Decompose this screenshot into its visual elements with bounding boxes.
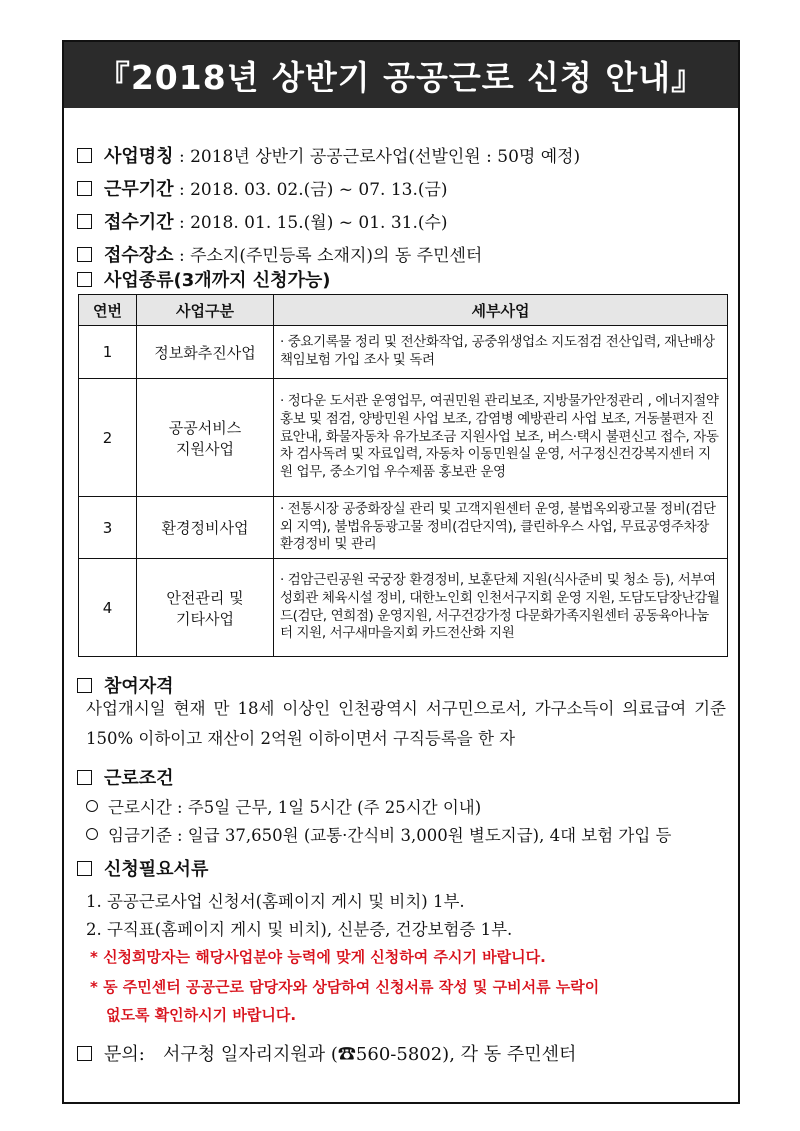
condition-item: 임금기준 : 일급 37,650원 (교통·간식비 3,000원 별도지급), 4대 보험 가입 등 <box>86 822 671 846</box>
info-business-name: 사업명칭 : 2018년 상반기 공공근로사업(선발인원 : 50명 예정) <box>77 142 580 168</box>
eligibility-text: 사업개시일 현재 만 18세 이상인 인천광역시 서구민으로서, 가구소득이 의료급여 기준 150% 이하이고 재산이 2억원 이하이면서 구직등록을 한 자 <box>86 699 726 748</box>
table-row <box>79 559 728 657</box>
checkbox-icon <box>77 1046 92 1061</box>
info-work-period: 근무기간 : 2018. 03. 02.(금) ~ 07. 13.(금) <box>77 175 448 201</box>
column-header: 사업구분 <box>137 295 274 326</box>
eligibility-heading: 참여자격 <box>77 672 174 698</box>
checkbox-icon <box>77 148 92 163</box>
conditions-heading: 근로조건 <box>77 764 174 790</box>
row-detail: · 검암근린공원 국궁장 환경정비, 보훈단체 지원(식사준비 및 청소 등), 서부여성회관 체육시설 정비, 대한노인회 인천서구지회 운영 지원, 도담도담장난감월드(검단, 연희점) 운영지원, 서구건강가정 다문화가족지원센터 공동육아나눔터 지원, 서구새마을지회 카드전산화 지원 <box>274 559 728 657</box>
condition-item: 근로시간 : 주5일 근무, 1일 5시간 (주 25시간 이내) <box>86 794 481 818</box>
row-category: 공공서비스 지원사업 <box>137 379 274 497</box>
circle-bullet-icon <box>86 800 98 812</box>
row-number: 3 <box>79 497 137 559</box>
table-row <box>79 379 728 497</box>
info-application-place: 접수장소 : 주소지(주민등록 소재지)의 동 주민센터 <box>77 241 482 267</box>
table-row <box>79 497 728 559</box>
checkbox-icon <box>77 247 92 262</box>
row-category: 안전관리 및 기타사업 <box>137 559 274 657</box>
note-line: * 신청희망자는 해당사업분야 능력에 맞게 신청하여 주시기 바랍니다. <box>90 948 546 966</box>
row-detail: · 정다운 도서관 운영업무, 여권민원 관리보조, 지방물가안정관리 , 에너지절약 홍보 및 점검, 양방민원 사업 보조, 감염병 예방관리 사업 보조, 거동불편자 진료안내, 화물자동차 유가보조금 지원사업 보조, 버스·택시 불편신고 접수, 자동차 검사독려 및 자료입력, 자동차 이동민원실 운영, 서구정신건강복지센터 지원 업무, 중소기업 우수제품 홍보관 운영 <box>274 379 728 497</box>
row-category: 정보화추진사업 <box>137 326 274 379</box>
row-number: 2 <box>79 379 137 497</box>
table-row <box>79 326 728 379</box>
info-application-period: 접수기간 : 2018. 01. 15.(월) ~ 01. 31.(수) <box>77 208 448 234</box>
row-number: 1 <box>79 326 137 379</box>
notice-frame <box>62 40 740 1104</box>
table-header-row <box>79 295 728 326</box>
checkbox-icon <box>77 272 92 287</box>
note-line: * 동 주민센터 공공근로 담당자와 상담하여 신청서류 작성 및 구비서류 누락이 <box>90 978 600 996</box>
contact-line: 문의: 서구청 일자리지원과 (☎560-5802), 각 동 주민센터 <box>77 1040 576 1066</box>
documents-heading: 신청필요서류 <box>77 855 208 881</box>
row-category: 환경정비사업 <box>137 497 274 559</box>
checkbox-icon <box>77 770 92 785</box>
checkbox-icon <box>77 861 92 876</box>
business-types-table <box>78 294 728 657</box>
document-item: 1. 공공근로사업 신청서(홈페이지 게시 및 비치) 1부. <box>86 892 465 911</box>
circle-bullet-icon <box>86 828 98 840</box>
row-detail: · 중요기록물 정리 및 전산화작업, 공중위생업소 지도점검 전산입력, 재난배상책임보험 가입 조사 및 독려 <box>274 326 728 379</box>
checkbox-icon <box>77 214 92 229</box>
checkbox-icon <box>77 678 92 693</box>
document-item: 2. 구직표(홈페이지 게시 및 비치), 신분증, 건강보험증 1부. <box>86 920 513 939</box>
page-title: 『2018년 상반기 공공근로 신청 안내』 <box>64 42 738 108</box>
note-line: 없도록 확인하시기 바랍니다. <box>106 1006 297 1024</box>
checkbox-icon <box>77 181 92 196</box>
business-types-heading: 사업종류(3개까지 신청가능) <box>77 266 331 292</box>
row-detail: · 전통시장 공중화장실 관리 및 고객지원센터 운영, 불법옥외광고물 정비(검단 외 지역), 불법유동광고물 정비(검단지역), 클린하우스 사업, 무료공영주차장 환경정비 및 관리 <box>274 497 728 559</box>
row-number: 4 <box>79 559 137 657</box>
column-header: 세부사업 <box>274 295 728 326</box>
column-header: 연번 <box>79 295 137 326</box>
